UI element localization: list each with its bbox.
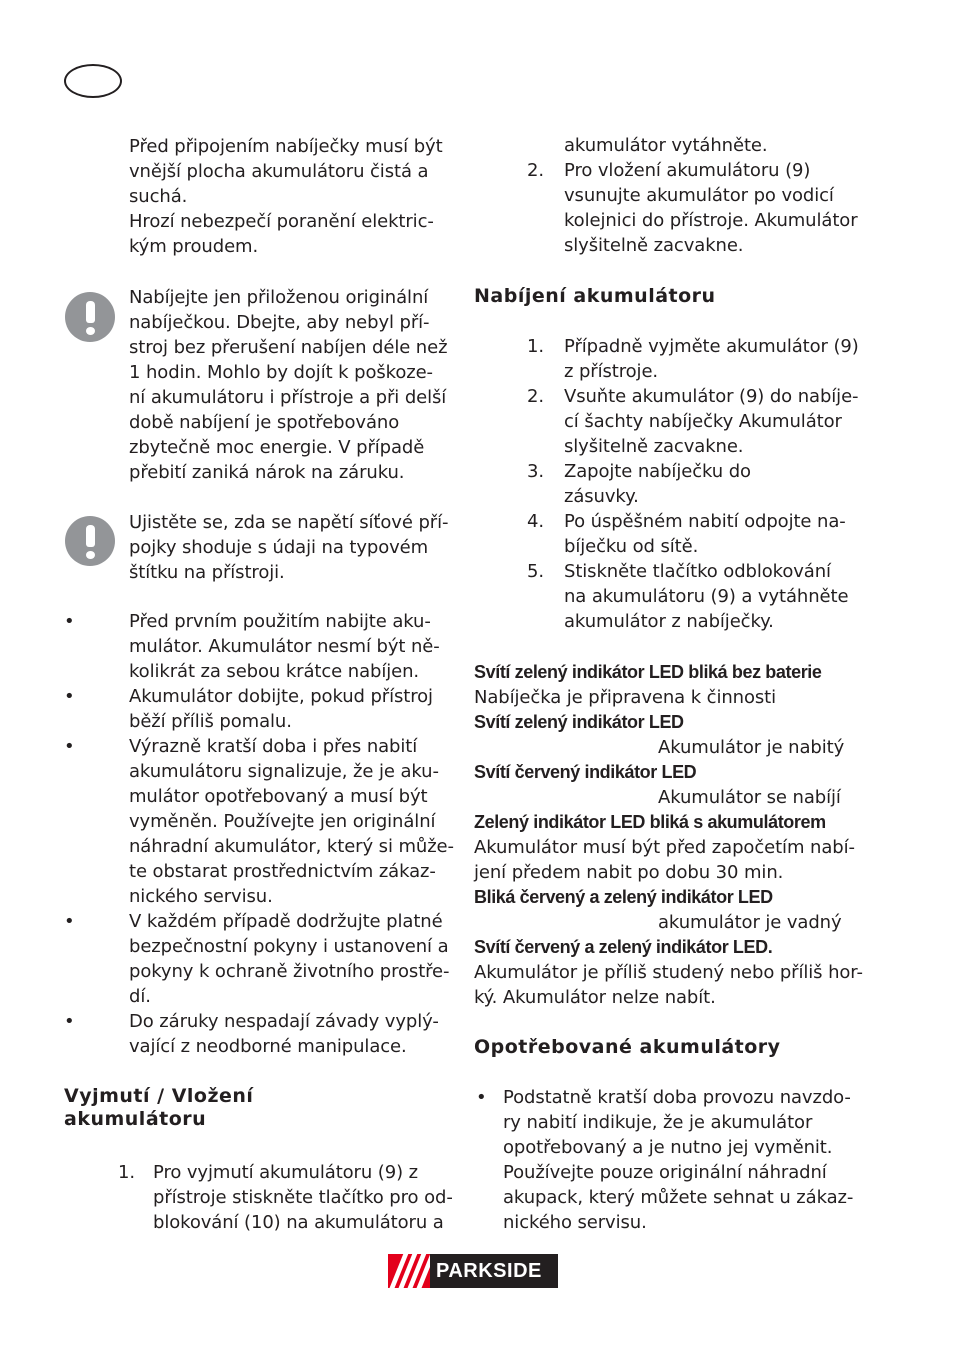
numbered-step <box>527 384 859 459</box>
text-line: 1 hodin. Mohlo by dojít k poškoze- <box>129 362 433 383</box>
intro-paragraph-1 <box>129 134 443 259</box>
led-status-meaning: Nabíječka je připravena k činnosti <box>474 687 777 708</box>
text-line: kým proudem. <box>129 236 259 257</box>
step-number: 4. <box>527 511 544 532</box>
text-line: V každém případě dodržujte platné <box>129 911 443 932</box>
text-line: době nabíjení je spotřebováno <box>129 412 400 433</box>
text-line: dí. <box>129 986 151 1007</box>
text-line: náhradní akumulátor, který si může- <box>129 836 454 857</box>
text-line: Po úspěšném nabití odpojte na- <box>564 511 846 532</box>
text-line: stroj bez přerušení nabíjen déle než <box>129 337 448 358</box>
item-text <box>129 609 454 684</box>
text-line: Před prvním použitím nabijte aku- <box>129 611 431 632</box>
led-status-meaning: Akumulátor musí být před započetím nabí- <box>474 837 855 858</box>
text-line: Případně vyjměte akumulátor (9) <box>564 336 859 357</box>
text-line: te obstarat prostřednictvím zákaz- <box>129 861 436 882</box>
text-line: Akumulátor dobijte, pokud přístroj <box>129 686 433 707</box>
item-text <box>153 1160 453 1235</box>
list-item <box>474 1085 853 1235</box>
text-line: Hrozí nebezpečí poranění elektric- <box>129 211 434 232</box>
led-status-meaning: Akumulátor je nabitý <box>658 737 845 758</box>
text-line: slyšitelně zacvakne. <box>564 235 744 256</box>
led-status-meaning: Akumulátor je příliš studený nebo příliš hor- <box>474 962 863 983</box>
heading-remove-insert <box>64 1085 253 1131</box>
text-line: Nabíjejte jen přiloženou originální <box>129 287 429 308</box>
text-line: Vsuňte akumulátor (9) do nabíje- <box>564 386 859 407</box>
text-line: Podstatně kratší doba provozu navzdo- <box>503 1087 851 1108</box>
item-text <box>564 384 859 459</box>
led-status-label: Svítí červený a zelený indikátor LED. <box>474 937 773 957</box>
item-text <box>564 559 859 634</box>
item-text <box>129 909 454 1009</box>
bullet-list-left <box>64 609 454 1059</box>
numbered-step <box>527 559 859 634</box>
exclamation-warning-icon <box>65 516 115 566</box>
text-line: akumulátor vytáhněte. <box>564 135 768 156</box>
text-line: pokyny k ochraně životního prostře- <box>129 961 450 982</box>
step-number: 2. <box>527 160 544 181</box>
item-text <box>564 509 859 559</box>
numbered-step <box>527 334 859 384</box>
numbered-step <box>527 509 859 559</box>
led-status-label: Zelený indikátor LED bliká s akumulátorem <box>474 812 826 832</box>
text-line: Výrazně kratší doba i přes nabití <box>129 736 418 757</box>
text-line: zbytečně moc energie. V případě <box>129 437 425 458</box>
led-status-table <box>474 660 874 1010</box>
text-line: bíječku od sítě. <box>564 536 699 557</box>
text-line: kolikrát za sebou krátce nabíjen. <box>129 661 420 682</box>
step-continuation <box>564 133 858 158</box>
text-line: Pro vložení akumulátoru (9) <box>564 160 811 181</box>
bullet-icon: • <box>64 611 75 632</box>
intro-paragraph-3 <box>129 510 448 585</box>
list-item <box>64 1009 454 1059</box>
text-line: cí šachty nabíječky Akumulátor <box>564 411 842 432</box>
led-status-label: Svítí zelený indikátor LED <box>474 712 684 732</box>
text-line: zásuvky. <box>564 486 639 507</box>
text-line: přebití zaniká nárok na záruku. <box>129 462 405 483</box>
charge-steps <box>527 334 859 634</box>
numbered-step <box>527 459 859 509</box>
item-text <box>564 158 858 258</box>
item-text <box>503 1085 853 1235</box>
logo-slashes-icon <box>388 1254 430 1288</box>
list-item <box>64 734 454 909</box>
numbered-step <box>118 1160 453 1235</box>
text-line: blokování (10) na akumulátoru a <box>153 1212 444 1233</box>
text-line: akupack, který můžete sehnat u zákaz- <box>503 1187 854 1208</box>
used-battery-bullet <box>474 1085 853 1235</box>
bullet-icon: • <box>64 736 75 757</box>
text-line: vyměněn. Používejte jen originální <box>129 811 436 832</box>
item-text <box>129 1009 454 1059</box>
numbered-step <box>527 158 858 258</box>
heading-line: Vyjmutí / Vložení <box>64 1085 254 1107</box>
heading-used-batteries: Opotřebované akumulátory <box>474 1036 781 1058</box>
list-item <box>64 684 454 734</box>
bullet-icon: • <box>64 1011 75 1032</box>
text-line: vsunujte akumulátor po vodicí <box>564 185 834 206</box>
text-line: vající z neodborné manipulace. <box>129 1036 407 1057</box>
led-status-meaning: akumulátor je vadný <box>658 912 842 933</box>
list-item <box>64 909 454 1009</box>
text-line: vnější plocha akumulátoru čistá a <box>129 161 429 182</box>
bullet-icon: • <box>64 686 75 707</box>
text-line: akumulátoru signalizuje, že je aku- <box>129 761 439 782</box>
logo-wordmark: PARKSIDE <box>436 1259 542 1282</box>
bullet-icon: • <box>64 911 75 932</box>
parkside-logo <box>388 1254 558 1288</box>
led-status-meaning: Akumulátor se nabíjí <box>658 787 841 808</box>
text-line: nického servisu. <box>503 1212 647 1233</box>
text-line: ry nabití indikuje, že je akumulátor <box>503 1112 813 1133</box>
text-line: Pro vyjmutí akumulátoru (9) z <box>153 1162 418 1183</box>
step-number: 1. <box>527 336 544 357</box>
list-item <box>64 609 454 684</box>
item-text <box>129 684 454 734</box>
step-number: 2. <box>527 386 544 407</box>
text-line: mulátor opotřebovaný a musí být <box>129 786 428 807</box>
remove-steps <box>118 1160 453 1235</box>
text-line: suchá. <box>129 186 188 207</box>
led-status-label: Bliká červený a zelený indikátor LED <box>474 887 773 907</box>
text-line: na akumulátoru (9) a vytáhněte <box>564 586 849 607</box>
language-badge-icon <box>64 64 122 98</box>
text-line: Ujistěte se, zda se napětí síťové pří- <box>129 512 449 533</box>
intro-paragraph-2 <box>129 285 447 485</box>
text-line: nického servisu. <box>129 886 273 907</box>
exclamation-warning-icon <box>65 292 115 342</box>
text-line: z přístroje. <box>564 361 659 382</box>
text-line: mulátor. Akumulátor nesmí být ně- <box>129 636 440 657</box>
text-line: akumulátor z nabíječky. <box>564 611 774 632</box>
text-line: ní akumulátoru i přístroje a při delší <box>129 387 447 408</box>
remove-steps-continued <box>527 133 858 258</box>
text-line: Používejte pouze originální náhradní <box>503 1162 827 1183</box>
item-text <box>564 334 859 384</box>
step-number: 5. <box>527 561 544 582</box>
text-line: nabíječkou. Dbejte, aby nebyl pří- <box>129 312 430 333</box>
text-line: pojky shoduje s údaji na typovém <box>129 537 429 558</box>
text-line: štítku na přístroji. <box>129 562 285 583</box>
text-line: Do záruky nespadají závady vyplý- <box>129 1011 439 1032</box>
led-status-label: Svítí zelený indikátor LED bliká bez baterie <box>474 662 822 682</box>
led-status-meaning: jení předem nabit po dobu 30 min. <box>474 862 784 883</box>
led-status-label: Svítí červený indikátor LED <box>474 762 697 782</box>
item-text <box>564 459 859 509</box>
step-number: 1. <box>118 1162 135 1183</box>
text-line: slyšitelně zacvakne. <box>564 436 744 457</box>
item-text <box>129 734 454 909</box>
text-line: přístroje stiskněte tlačítko pro od- <box>153 1187 453 1208</box>
heading-line: akumulátoru <box>64 1108 207 1130</box>
heading-charging: Nabíjení akumulátoru <box>474 285 716 307</box>
text-line: kolejnici do přístroje. Akumulátor <box>564 210 858 231</box>
text-line: Zapojte nabíječku do <box>564 461 751 482</box>
text-line: bezpečnostní pokyny i ustanovení a <box>129 936 449 957</box>
bullet-icon: • <box>476 1087 487 1108</box>
text-line: opotřebovaný a je nutno jej vyměnit. <box>503 1137 833 1158</box>
text-line: běží příliš pomalu. <box>129 711 292 732</box>
step-number: 3. <box>527 461 544 482</box>
text-line: Stiskněte tlačítko odblokování <box>564 561 831 582</box>
text-line: Před připojením nabíječky musí být <box>129 136 443 157</box>
led-status-meaning: ký. Akumulátor nelze nabít. <box>474 987 716 1008</box>
